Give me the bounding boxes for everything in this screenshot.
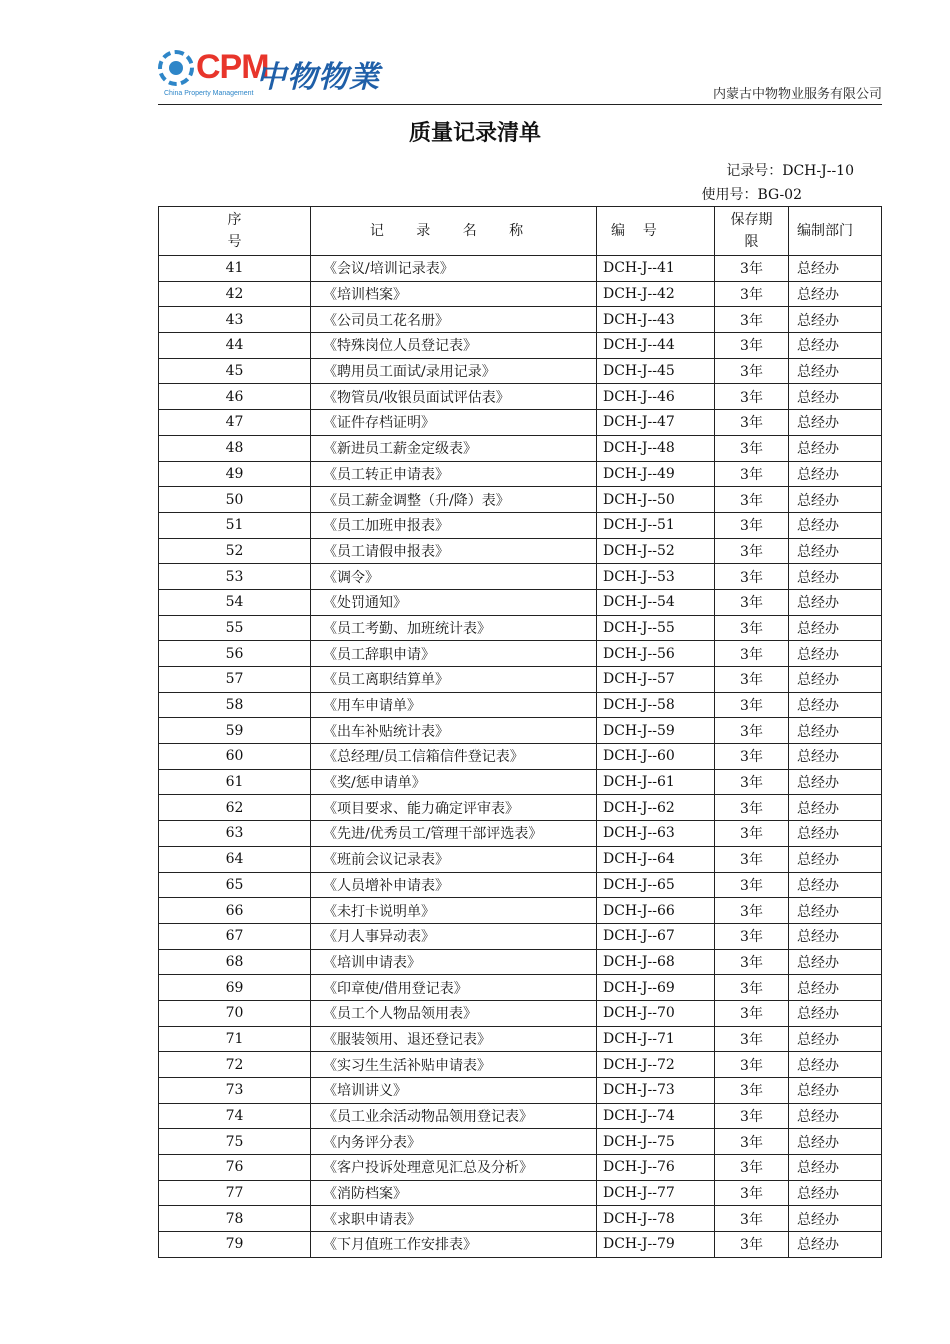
- cell-seq: 55: [159, 615, 311, 641]
- cell-retention: 3年: [715, 384, 789, 410]
- cell-name: 《先进/优秀员工/管理干部评选表》: [311, 821, 597, 847]
- cell-code: DCH-J--54: [597, 589, 715, 615]
- header-code: 编 号: [597, 207, 715, 256]
- cell-code: DCH-J--60: [597, 744, 715, 770]
- cell-retention: 3年: [715, 1103, 789, 1129]
- cell-name: 《内务评分表》: [311, 1129, 597, 1155]
- cell-retention: 3年: [715, 641, 789, 667]
- cell-retention: 3年: [715, 538, 789, 564]
- cell-code: DCH-J--61: [597, 769, 715, 795]
- table-row: [159, 435, 882, 461]
- logo-english-text: China Property Management: [164, 90, 254, 97]
- cell-seq: 57: [159, 667, 311, 693]
- records-table: [158, 206, 882, 1258]
- cell-seq: 78: [159, 1206, 311, 1232]
- cell-seq: 56: [159, 641, 311, 667]
- cell-code: DCH-J--51: [597, 512, 715, 538]
- logo-text: CPM: [196, 48, 269, 86]
- cell-seq: 67: [159, 923, 311, 949]
- cell-code: DCH-J--50: [597, 487, 715, 513]
- cell-seq: 63: [159, 821, 311, 847]
- cell-retention: 3年: [715, 564, 789, 590]
- cell-name: 《培训申请表》: [311, 949, 597, 975]
- cell-code: DCH-J--77: [597, 1180, 715, 1206]
- company-name: 内蒙古中物物业服务有限公司: [712, 87, 882, 102]
- cell-code: DCH-J--79: [597, 1232, 715, 1258]
- cell-name: 《培训档案》: [311, 281, 597, 307]
- table-row: [159, 1078, 882, 1104]
- table-row: [159, 821, 882, 847]
- cell-seq: 73: [159, 1078, 311, 1104]
- cell-code: DCH-J--59: [597, 718, 715, 744]
- cell-dept: 总经办: [789, 615, 882, 641]
- cell-name: 《出车补贴统计表》: [311, 718, 597, 744]
- table-row: [159, 307, 882, 333]
- cell-dept: 总经办: [789, 923, 882, 949]
- table-row: [159, 1206, 882, 1232]
- cell-dept: 总经办: [789, 795, 882, 821]
- cell-name: 《总经理/员工信箱信件登记表》: [311, 744, 597, 770]
- cell-code: DCH-J--58: [597, 692, 715, 718]
- cell-retention: 3年: [715, 435, 789, 461]
- cell-name: 《实习生生活补贴申请表》: [311, 1052, 597, 1078]
- cell-seq: 68: [159, 949, 311, 975]
- cell-seq: 54: [159, 589, 311, 615]
- cell-name: 《员工考勤、加班统计表》: [311, 615, 597, 641]
- cell-code: DCH-J--53: [597, 564, 715, 590]
- table-header-row: [159, 207, 882, 256]
- cell-seq: 71: [159, 1026, 311, 1052]
- cell-name: 《消防档案》: [311, 1180, 597, 1206]
- cell-code: DCH-J--75: [597, 1129, 715, 1155]
- table-row: [159, 949, 882, 975]
- table-row: [159, 615, 882, 641]
- cell-name: 《印章使/借用登记表》: [311, 975, 597, 1001]
- cell-dept: 总经办: [789, 949, 882, 975]
- logo-chinese-text: 中物物業: [256, 60, 380, 95]
- cell-retention: 3年: [715, 1129, 789, 1155]
- table-row: [159, 795, 882, 821]
- cell-seq: 69: [159, 975, 311, 1001]
- cell-dept: 总经办: [789, 846, 882, 872]
- cell-name: 《公司员工花名册》: [311, 307, 597, 333]
- table-row: [159, 846, 882, 872]
- cell-name: 《下月值班工作安排表》: [311, 1232, 597, 1258]
- cell-retention: 3年: [715, 1026, 789, 1052]
- cell-code: DCH-J--41: [597, 256, 715, 282]
- table-row: [159, 1052, 882, 1078]
- cell-retention: 3年: [715, 307, 789, 333]
- cell-code: DCH-J--74: [597, 1103, 715, 1129]
- cell-name: 《人员增补申请表》: [311, 872, 597, 898]
- cell-code: DCH-J--71: [597, 1026, 715, 1052]
- cell-name: 《员工转正申请表》: [311, 461, 597, 487]
- cell-retention: 3年: [715, 358, 789, 384]
- cell-seq: 65: [159, 872, 311, 898]
- table-row: [159, 410, 882, 436]
- document-title: 质量记录清单: [408, 120, 541, 146]
- cell-code: DCH-J--48: [597, 435, 715, 461]
- cell-seq: 74: [159, 1103, 311, 1129]
- table-row: [159, 333, 882, 359]
- table-row: [159, 667, 882, 693]
- table-row: [159, 512, 882, 538]
- cell-name: 《客户投诉处理意见汇总及分析》: [311, 1155, 597, 1181]
- cell-seq: 58: [159, 692, 311, 718]
- cell-code: DCH-J--42: [597, 281, 715, 307]
- table-row: [159, 744, 882, 770]
- cell-retention: 3年: [715, 256, 789, 282]
- cell-code: DCH-J--57: [597, 667, 715, 693]
- cell-seq: 47: [159, 410, 311, 436]
- cell-retention: 3年: [715, 975, 789, 1001]
- cell-seq: 59: [159, 718, 311, 744]
- table-row: [159, 641, 882, 667]
- cell-retention: 3年: [715, 461, 789, 487]
- cell-name: 《员工请假申报表》: [311, 538, 597, 564]
- cell-retention: 3年: [715, 769, 789, 795]
- cell-seq: 66: [159, 898, 311, 924]
- record-number: 记录号：DCH-J--10: [726, 163, 854, 179]
- cell-retention: 3年: [715, 1206, 789, 1232]
- cell-code: DCH-J--63: [597, 821, 715, 847]
- table-row: [159, 461, 882, 487]
- cell-dept: 总经办: [789, 1206, 882, 1232]
- cell-dept: 总经办: [789, 384, 882, 410]
- cell-dept: 总经办: [789, 718, 882, 744]
- cell-retention: 3年: [715, 718, 789, 744]
- table-body: [159, 256, 882, 1258]
- cell-code: DCH-J--73: [597, 1078, 715, 1104]
- cell-code: DCH-J--66: [597, 898, 715, 924]
- cell-code: DCH-J--70: [597, 1000, 715, 1026]
- cell-retention: 3年: [715, 333, 789, 359]
- cell-seq: 51: [159, 512, 311, 538]
- table-row: [159, 898, 882, 924]
- table-row: [159, 589, 882, 615]
- cell-seq: 77: [159, 1180, 311, 1206]
- cell-retention: 3年: [715, 1000, 789, 1026]
- cell-seq: 75: [159, 1129, 311, 1155]
- cell-retention: 3年: [715, 795, 789, 821]
- cell-dept: 总经办: [789, 281, 882, 307]
- cell-seq: 41: [159, 256, 311, 282]
- cell-name: 《证件存档证明》: [311, 410, 597, 436]
- cell-retention: 3年: [715, 692, 789, 718]
- cell-seq: 72: [159, 1052, 311, 1078]
- table-row: [159, 358, 882, 384]
- table-row: [159, 872, 882, 898]
- cell-retention: 3年: [715, 1155, 789, 1181]
- cell-dept: 总经办: [789, 256, 882, 282]
- cell-dept: 总经办: [789, 744, 882, 770]
- cell-dept: 总经办: [789, 589, 882, 615]
- table-row: [159, 1232, 882, 1258]
- header-seq: 序 号: [159, 207, 311, 256]
- cell-code: DCH-J--47: [597, 410, 715, 436]
- cell-dept: 总经办: [789, 1000, 882, 1026]
- cell-code: DCH-J--67: [597, 923, 715, 949]
- cell-name: 《员工个人物品领用表》: [311, 1000, 597, 1026]
- cell-code: DCH-J--64: [597, 846, 715, 872]
- cell-seq: 44: [159, 333, 311, 359]
- cell-code: DCH-J--72: [597, 1052, 715, 1078]
- cell-seq: 46: [159, 384, 311, 410]
- cell-dept: 总经办: [789, 872, 882, 898]
- cell-seq: 50: [159, 487, 311, 513]
- cell-code: DCH-J--65: [597, 872, 715, 898]
- header-divider: [158, 104, 882, 105]
- table-row: [159, 487, 882, 513]
- cell-dept: 总经办: [789, 538, 882, 564]
- cell-dept: 总经办: [789, 667, 882, 693]
- cell-code: DCH-J--43: [597, 307, 715, 333]
- cell-code: DCH-J--55: [597, 615, 715, 641]
- cell-seq: 45: [159, 358, 311, 384]
- cell-retention: 3年: [715, 898, 789, 924]
- cell-dept: 总经办: [789, 410, 882, 436]
- cell-name: 《未打卡说明单》: [311, 898, 597, 924]
- cell-seq: 52: [159, 538, 311, 564]
- cell-name: 《特殊岗位人员登记表》: [311, 333, 597, 359]
- cell-dept: 总经办: [789, 435, 882, 461]
- table-row: [159, 718, 882, 744]
- cell-retention: 3年: [715, 589, 789, 615]
- cell-name: 《培训讲义》: [311, 1078, 597, 1104]
- cell-dept: 总经办: [789, 692, 882, 718]
- cell-dept: 总经办: [789, 769, 882, 795]
- cell-code: DCH-J--76: [597, 1155, 715, 1181]
- cell-dept: 总经办: [789, 461, 882, 487]
- cell-name: 《会议/培训记录表》: [311, 256, 597, 282]
- table-row: [159, 564, 882, 590]
- cell-seq: 70: [159, 1000, 311, 1026]
- cell-code: DCH-J--62: [597, 795, 715, 821]
- cell-seq: 42: [159, 281, 311, 307]
- gear-logo-icon: [158, 50, 194, 86]
- cell-retention: 3年: [715, 872, 789, 898]
- cell-name: 《奖/惩申请单》: [311, 769, 597, 795]
- cell-dept: 总经办: [789, 1129, 882, 1155]
- cell-code: DCH-J--49: [597, 461, 715, 487]
- cell-retention: 3年: [715, 846, 789, 872]
- cell-seq: 60: [159, 744, 311, 770]
- cell-seq: 64: [159, 846, 311, 872]
- cell-dept: 总经办: [789, 1180, 882, 1206]
- table-row: [159, 1103, 882, 1129]
- table-row: [159, 1155, 882, 1181]
- table-row: [159, 692, 882, 718]
- cell-dept: 总经办: [789, 821, 882, 847]
- cell-seq: 43: [159, 307, 311, 333]
- company-logo: [158, 48, 418, 98]
- cell-seq: 53: [159, 564, 311, 590]
- cell-seq: 61: [159, 769, 311, 795]
- cell-seq: 48: [159, 435, 311, 461]
- cell-retention: 3年: [715, 744, 789, 770]
- table-row: [159, 281, 882, 307]
- usage-number: 使用号：BG-02: [701, 187, 802, 203]
- cell-code: DCH-J--78: [597, 1206, 715, 1232]
- cell-dept: 总经办: [789, 641, 882, 667]
- cell-retention: 3年: [715, 1078, 789, 1104]
- cell-dept: 总经办: [789, 975, 882, 1001]
- cell-name: 《员工薪金调整（升/降）表》: [311, 487, 597, 513]
- table-row: [159, 256, 882, 282]
- cell-retention: 3年: [715, 1052, 789, 1078]
- cell-code: DCH-J--69: [597, 975, 715, 1001]
- cell-dept: 总经办: [789, 898, 882, 924]
- cell-seq: 62: [159, 795, 311, 821]
- cell-dept: 总经办: [789, 1155, 882, 1181]
- cell-name: 《班前会议记录表》: [311, 846, 597, 872]
- cell-name: 《用车申请单》: [311, 692, 597, 718]
- cell-name: 《服装领用、退还登记表》: [311, 1026, 597, 1052]
- cell-retention: 3年: [715, 821, 789, 847]
- cell-code: DCH-J--44: [597, 333, 715, 359]
- cell-retention: 3年: [715, 667, 789, 693]
- cell-name: 《员工离职结算单》: [311, 667, 597, 693]
- page-header: [158, 40, 882, 104]
- cell-name: 《员工加班申报表》: [311, 512, 597, 538]
- cell-dept: 总经办: [789, 1103, 882, 1129]
- cell-retention: 3年: [715, 281, 789, 307]
- cell-retention: 3年: [715, 487, 789, 513]
- cell-name: 《项目要求、能力确定评审表》: [311, 795, 597, 821]
- cell-name: 《新进员工薪金定级表》: [311, 435, 597, 461]
- cell-seq: 76: [159, 1155, 311, 1181]
- cell-dept: 总经办: [789, 1026, 882, 1052]
- cell-code: DCH-J--56: [597, 641, 715, 667]
- cell-dept: 总经办: [789, 487, 882, 513]
- cell-dept: 总经办: [789, 1078, 882, 1104]
- cell-name: 《聘用员工面试/录用记录》: [311, 358, 597, 384]
- header-dept: 编制部门: [789, 207, 882, 256]
- cell-dept: 总经办: [789, 1052, 882, 1078]
- cell-name: 《调令》: [311, 564, 597, 590]
- cell-retention: 3年: [715, 410, 789, 436]
- cell-retention: 3年: [715, 1180, 789, 1206]
- table-row: [159, 1000, 882, 1026]
- cell-dept: 总经办: [789, 1232, 882, 1258]
- cell-name: 《求职申请表》: [311, 1206, 597, 1232]
- cell-name: 《员工辞职申请》: [311, 641, 597, 667]
- header-name: 记 录 名 称: [311, 207, 597, 256]
- cell-retention: 3年: [715, 949, 789, 975]
- cell-dept: 总经办: [789, 333, 882, 359]
- table-row: [159, 769, 882, 795]
- cell-name: 《月人事异动表》: [311, 923, 597, 949]
- cell-code: DCH-J--68: [597, 949, 715, 975]
- cell-code: DCH-J--45: [597, 358, 715, 384]
- table-row: [159, 975, 882, 1001]
- cell-code: DCH-J--52: [597, 538, 715, 564]
- cell-code: DCH-J--46: [597, 384, 715, 410]
- table-row: [159, 1180, 882, 1206]
- cell-seq: 49: [159, 461, 311, 487]
- cell-retention: 3年: [715, 615, 789, 641]
- cell-dept: 总经办: [789, 564, 882, 590]
- header-retention: 保存期 限: [715, 207, 789, 256]
- table-row: [159, 923, 882, 949]
- cell-retention: 3年: [715, 512, 789, 538]
- cell-retention: 3年: [715, 923, 789, 949]
- table-row: [159, 1129, 882, 1155]
- cell-name: 《物管员/收银员面试评估表》: [311, 384, 597, 410]
- cell-name: 《员工业余活动物品领用登记表》: [311, 1103, 597, 1129]
- table-row: [159, 384, 882, 410]
- cell-name: 《处罚通知》: [311, 589, 597, 615]
- cell-dept: 总经办: [789, 358, 882, 384]
- cell-retention: 3年: [715, 1232, 789, 1258]
- cell-dept: 总经办: [789, 512, 882, 538]
- cell-seq: 79: [159, 1232, 311, 1258]
- cell-dept: 总经办: [789, 307, 882, 333]
- table-row: [159, 1026, 882, 1052]
- table-row: [159, 538, 882, 564]
